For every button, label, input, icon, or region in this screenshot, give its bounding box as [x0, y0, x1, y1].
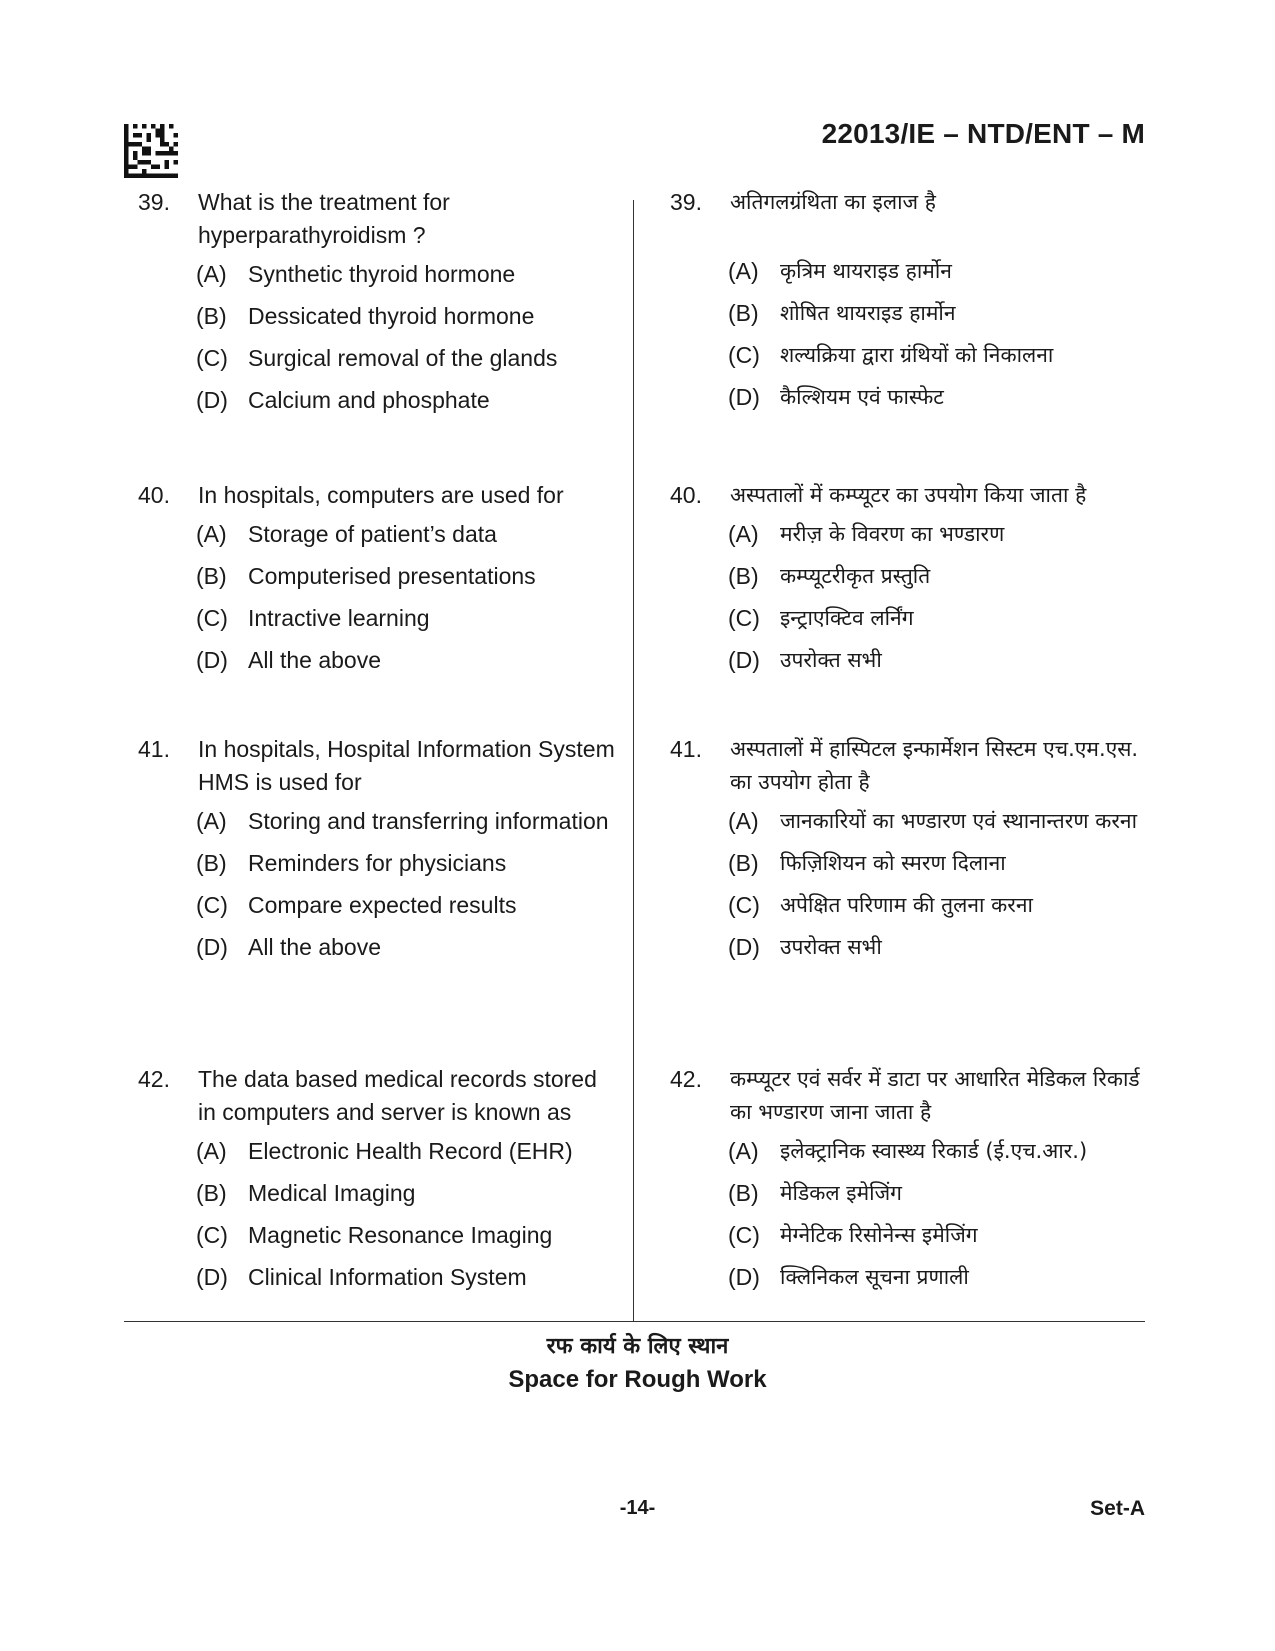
question-number: 39. — [670, 189, 702, 215]
option-d: (D) Calcium and phosphate — [196, 387, 490, 413]
question-text: अतिगलग्रंथिता का इलाज है — [730, 190, 936, 214]
option-d: (D) क्लिनिकल सूचना प्रणाली — [728, 1264, 969, 1290]
question-39-hi — [670, 186, 1150, 423]
option-d: (D) Clinical Information System — [196, 1264, 527, 1290]
question-42-en — [138, 1063, 618, 1303]
option-c: (C) अपेक्षित परिणाम की तुलना करना — [728, 892, 1033, 918]
question-41-en — [138, 733, 618, 973]
question-number: 41. — [670, 736, 702, 762]
page-number: -14- — [619, 1497, 656, 1519]
option-a: (A) Electronic Health Record (EHR) — [196, 1138, 573, 1164]
question-41-hi — [670, 733, 1150, 973]
question-text: The data based medical records stored in computers and server is known as — [198, 1066, 597, 1125]
option-a: (A) कृत्रिम थायराइड हार्मोन — [728, 258, 952, 284]
rough-work-label: Space for Rough Work — [508, 1366, 767, 1393]
option-a: (A) Storing and transferring information — [196, 808, 609, 834]
option-a: (A) Storage of patient’s data — [196, 521, 497, 547]
question-number: 42. — [670, 1066, 702, 1092]
question-42-hi — [670, 1063, 1150, 1303]
option-c: (C) Compare expected results — [196, 892, 517, 918]
question-text: कम्प्यूटर एवं सर्वर में डाटा पर आधारित मेडिकल रिकार्ड का भण्डारण जाना जाता है — [730, 1067, 1140, 1124]
qr-code-icon — [124, 124, 178, 178]
option-b: (B) Reminders for physicians — [196, 850, 507, 876]
option-d: (D) All the above — [196, 934, 381, 960]
option-b: (B) फिज़िशियन को स्मरण दिलाना — [728, 850, 1006, 876]
option-d: (D) All the above — [196, 647, 381, 673]
option-b: (B) Medical Imaging — [196, 1180, 416, 1206]
question-number: 39. — [138, 189, 170, 215]
option-a: (A) Synthetic thyroid hormone — [196, 261, 516, 287]
question-text: अस्पतालों में हास्पिटल इन्फार्मेशन सिस्टम एच.एम.एस. का उपयोग होता है — [730, 737, 1139, 794]
option-c: (C) शल्यक्रिया द्वारा ग्रंथियों को निकालना — [728, 342, 1054, 368]
option-d: (D) उपरोक्त सभी — [728, 647, 882, 673]
horizontal-divider — [124, 1321, 1145, 1322]
question-40-en — [138, 479, 618, 686]
question-number: 40. — [138, 482, 170, 508]
option-b: (B) कम्प्यूटरीकृत प्रस्तुति — [728, 563, 931, 589]
column-divider — [633, 200, 634, 1322]
option-b: (B) Dessicated thyroid hormone — [196, 303, 535, 329]
option-c: (C) Surgical removal of the glands — [196, 345, 558, 371]
question-text: In hospitals, Hospital Information System HMS is used for — [198, 736, 615, 795]
rough-work-label-hindi: रफ कार्य के लिए स्थान — [546, 1334, 729, 1359]
option-b: (B) मेडिकल इमेजिंग — [728, 1180, 902, 1206]
option-c: (C) Intractive learning — [196, 605, 430, 631]
option-b: (B) शोषित थायराइड हार्मोन — [728, 300, 956, 326]
option-d: (D) कैल्शियम एवं फास्फेट — [728, 384, 944, 410]
option-a: (A) जानकारियों का भण्डारण एवं स्थानान्तरण करना — [728, 808, 1138, 834]
option-c: (C) मेग्नेटिक रिसोनेन्स इमेजिंग — [728, 1222, 978, 1248]
question-40-hi — [670, 479, 1150, 686]
option-b: (B) Computerised presentations — [196, 563, 536, 589]
question-text: In hospitals, computers are used for — [198, 482, 564, 508]
question-text: What is the treatment for hyperparathyroidism ? — [198, 189, 450, 248]
option-a: (A) मरीज़ के विवरण का भण्डारण — [728, 521, 1005, 547]
option-d: (D) उपरोक्त सभी — [728, 934, 882, 960]
question-number: 40. — [670, 482, 702, 508]
question-39-en — [138, 186, 618, 426]
question-text: अस्पतालों में कम्प्यूटर का उपयोग किया जाता है — [730, 483, 1087, 507]
question-number: 42. — [138, 1066, 170, 1092]
option-c: (C) इन्ट्राएक्टिव लर्निंग — [728, 605, 914, 631]
question-number: 41. — [138, 736, 170, 762]
paper-code: 22013/IE – NTD/ENT – M — [821, 118, 1145, 149]
option-a: (A) इलेक्ट्रानिक स्वास्थ्य रिकार्ड (ई.एच.आर.) — [728, 1138, 1088, 1164]
option-c: (C) Magnetic Resonance Imaging — [196, 1222, 553, 1248]
set-label: Set-A — [1090, 1497, 1145, 1520]
